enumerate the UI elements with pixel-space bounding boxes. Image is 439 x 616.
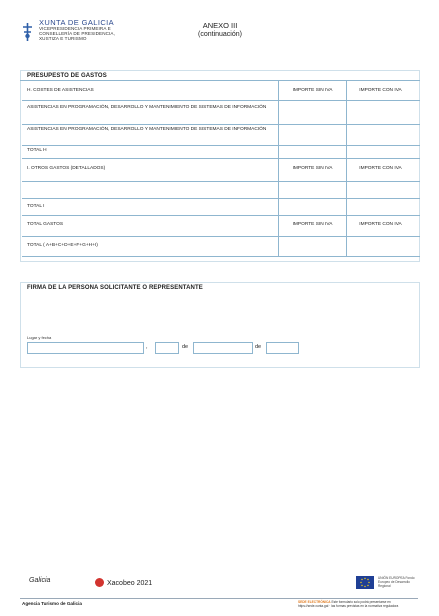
- xunta-logo: [39, 19, 115, 41]
- amount-without-vat-input[interactable]: [279, 199, 346, 215]
- col-header-with-vat: IMPORTE CON IVA: [359, 88, 402, 93]
- xacobeo-icon: [95, 578, 104, 587]
- amount-with-vat-input[interactable]: [347, 146, 419, 158]
- table-line: [22, 256, 420, 257]
- org-sub-1: VICEPRESIDENCIA PRIMEIRA E: [39, 25, 111, 31]
- row-label-assistance-costs: H. COSTES DE ASISTENCIAS: [27, 88, 94, 93]
- xacobeo-logo: [95, 578, 152, 587]
- de-separator-2: de: [255, 344, 262, 350]
- amount-with-vat-input[interactable]: [347, 125, 419, 145]
- row-label-grand-total: TOTAL ( A+B+C+D+E+F+G+H+I): [27, 243, 98, 248]
- eu-flag-icon: [356, 576, 374, 589]
- signature-section: [20, 282, 420, 368]
- xunta-emblem-icon: [22, 22, 33, 42]
- galicia-logo: Galicia: [29, 577, 51, 584]
- signature-title: FIRMA DE LA PERSONA SOLICITANTE O REPRESENTANTE: [27, 285, 203, 291]
- table-line: [20, 80, 420, 81]
- table-line: [22, 158, 420, 159]
- row-label-total-i: TOTAL I: [27, 204, 45, 209]
- electronic-office-link[interactable]: SEDE ELECTRÓNICA: [298, 600, 331, 604]
- xacobeo-label: Xacobeo 2021: [107, 580, 153, 587]
- year-field[interactable]: [266, 342, 299, 354]
- eu-fund-text: UNIÓN EUROPEA Fondo Europeo de Desarrollo Regional: [378, 576, 415, 588]
- row-label-total-costs: TOTAL GASTOS: [27, 222, 64, 227]
- amount-with-vat-input[interactable]: [347, 237, 419, 256]
- comma-separator: ,: [146, 344, 148, 350]
- row-label-assistance-2: ASISTENCIAS EN PROGRAMACIÓN, DESARROLLO Y MANTENIMIENTO DE SISTEMAS DE INFORMACIÓN: [27, 127, 267, 132]
- electronic-office-notice: [298, 600, 420, 608]
- notice-text: Este formulario solo podrá presentarse en https://sede.xunta.gal · las formas previstas en la normativa reguladora: [298, 600, 399, 609]
- place-field[interactable]: [27, 342, 144, 354]
- col-header-without-vat: IMPORTE SIN IVA: [292, 166, 333, 171]
- month-field[interactable]: [193, 342, 253, 354]
- day-field[interactable]: [155, 342, 179, 354]
- budget-title: PRESUPESTO DE GASTOS: [27, 73, 107, 79]
- col-header-without-vat: IMPORTE SIN IVA: [292, 88, 333, 93]
- agency-name: Agencia Turismo de Galicia: [22, 601, 82, 606]
- col-header-without-vat: IMPORTE SIN IVA: [292, 222, 333, 227]
- annex-subtitle: (continuación): [198, 31, 242, 38]
- org-name: XUNTA DE GALICIA: [39, 18, 115, 27]
- de-separator-1: de: [182, 344, 189, 350]
- footer-divider: [20, 598, 418, 599]
- amount-with-vat-input[interactable]: [347, 199, 419, 215]
- amount-without-vat-input[interactable]: [279, 182, 346, 198]
- org-sub-2: CONSELLERÍA DE PRESIDENCIA,: [39, 30, 115, 36]
- annex-title: ANEXO III: [202, 21, 238, 30]
- place-date-label: Lugar y fecha: [27, 335, 52, 340]
- amount-without-vat-input[interactable]: [279, 237, 346, 256]
- row-label-total-h: TOTAL H: [27, 148, 47, 153]
- row-label-assistance-1: ASISTENCIAS EN PROGRAMACIÓN, DESARROLLO Y MANTENIMIENTO DE SISTEMAS DE INFORMACIÓN: [27, 105, 267, 110]
- amount-without-vat-input[interactable]: [279, 146, 346, 158]
- amount-without-vat-input[interactable]: [279, 125, 346, 145]
- amount-with-vat-input[interactable]: [347, 101, 419, 124]
- row-label-other-costs: I. OTROS GASTOS (DETALLADOS): [27, 166, 106, 171]
- org-sub-3: XUSTIZA E TURISMO: [39, 35, 87, 41]
- amount-with-vat-input[interactable]: [347, 182, 419, 198]
- amount-without-vat-input[interactable]: [279, 101, 346, 124]
- col-header-with-vat: IMPORTE CON IVA: [359, 222, 402, 227]
- col-header-with-vat: IMPORTE CON IVA: [359, 166, 402, 171]
- table-line: [22, 215, 420, 216]
